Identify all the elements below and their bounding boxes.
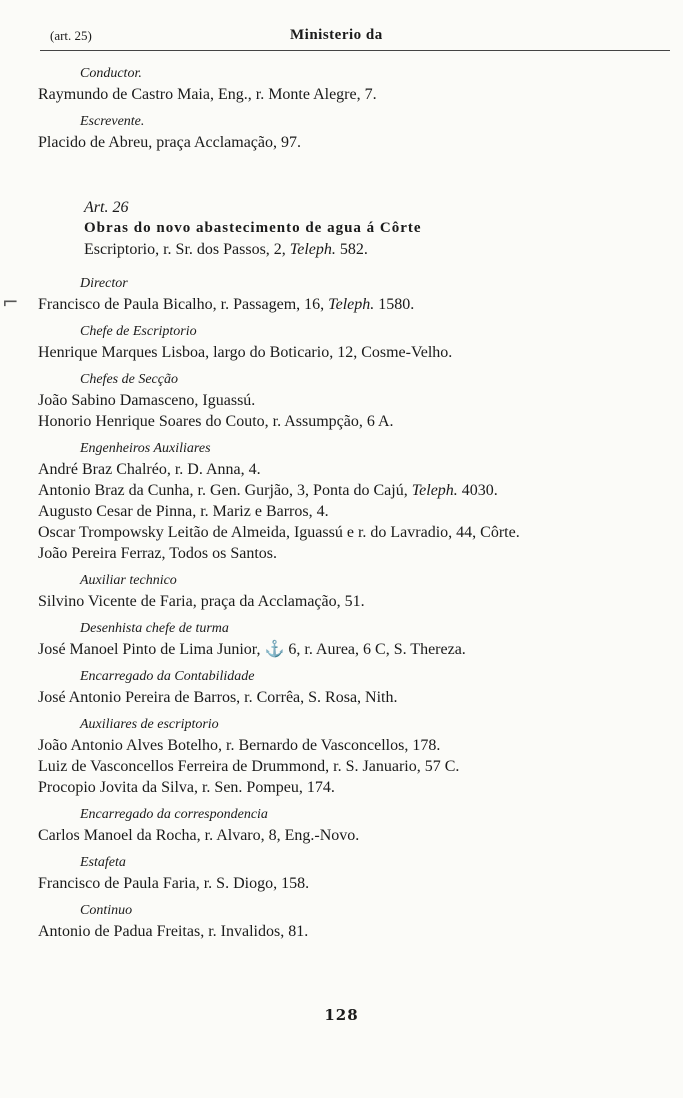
role-title: Encarregado da Contabilidade [80, 669, 255, 684]
entry-line: Honorio Henrique Soares do Couto, r. Assumpção, 6 A. [38, 413, 394, 430]
role-title: Chefes de Secção [80, 372, 178, 387]
entry-line: Antonio Braz da Cunha, r. Gen. Gurjão, 3, Ponta do Cajú, Teleph. 4030. [38, 482, 498, 499]
staff-section [38, 901, 668, 942]
staff-section [38, 571, 668, 612]
entry-line: Raymundo de Castro Maia, Eng., r. Monte Alegre, 7. [38, 86, 377, 103]
staff-section [38, 805, 668, 846]
role-title: Continuo [80, 903, 133, 918]
role-title: Engenheiros Auxiliares [80, 441, 211, 456]
staff-section [38, 322, 668, 363]
margin-bracket-mark: ⌐ [2, 290, 19, 314]
entry-line: Procopio Jovita da Silva, r. Sen. Pompeu, 174. [38, 779, 335, 796]
staff-section [38, 439, 668, 564]
role-title: Estafeta [80, 855, 126, 870]
article-title: Obras do novo abastecimento de agua á Côrte [84, 220, 422, 236]
page-footer [0, 1005, 683, 1024]
article-heading [38, 197, 668, 262]
staff-section [38, 667, 668, 708]
entry-line: José Manoel Pinto de Lima Junior, ⚓ 6, r. Aurea, 6 C, S. Thereza. [38, 641, 466, 658]
entry-escrevente [38, 112, 668, 153]
entry-line: José Antonio Pereira de Barros, r. Corrêa, S. Rosa, Nith. [38, 689, 398, 706]
staff-section [38, 619, 668, 660]
staff-section [38, 370, 668, 432]
page-number: 128 [324, 1006, 359, 1024]
page-content [38, 64, 668, 949]
entry-line: João Sabino Damasceno, Iguassú. [38, 392, 256, 409]
page-header [0, 28, 683, 48]
entry-line: Luiz de Vasconcellos Ferreira de Drummond, r. S. Januario, 57 C. [38, 758, 460, 775]
entry-line: Silvino Vicente de Faria, praça da Acclamação, 51. [38, 593, 365, 610]
entry-line: Antonio de Padua Freitas, r. Invalidos, 81. [38, 923, 309, 940]
role-title: Desenhista chefe de turma [80, 621, 229, 636]
entry-line: Placido de Abreu, praça Acclamação, 97. [38, 134, 301, 151]
article-number: Art. 26 [84, 199, 129, 216]
entry-line: João Pereira Ferraz, Todos os Santos. [38, 545, 277, 562]
entry-line: Francisco de Paula Faria, r. S. Diogo, 158. [38, 875, 310, 892]
staff-section [38, 274, 668, 315]
staff-section [38, 715, 668, 798]
running-title: Ministerio da [290, 27, 383, 43]
role-title: Escrevente. [80, 114, 145, 129]
entry-conductor [38, 64, 668, 105]
office-address: Escriptorio, r. Sr. dos Passos, 2, Teleph. 582. [84, 241, 368, 258]
role-title: Auxiliares de escriptorio [80, 717, 219, 732]
entry-line: João Antonio Alves Botelho, r. Bernardo de Vasconcellos, 178. [38, 737, 441, 754]
role-title: Encarregado da correspondencia [80, 807, 268, 822]
role-title: Chefe de Escriptorio [80, 324, 197, 339]
header-rule [40, 50, 670, 51]
entry-line: Oscar Trompowsky Leitão de Almeida, Iguassú e r. do Lavradio, 44, Côrte. [38, 524, 520, 541]
entry-line: Augusto Cesar de Pinna, r. Mariz e Barros, 4. [38, 503, 329, 520]
entry-line: André Braz Chalréo, r. D. Anna, 4. [38, 461, 261, 478]
role-title: Director [80, 276, 128, 291]
entry-line: Henrique Marques Lisboa, largo do Boticario, 12, Cosme-Velho. [38, 344, 453, 361]
staff-sections [38, 274, 668, 942]
staff-section [38, 853, 668, 894]
role-title: Auxiliar technico [80, 573, 177, 588]
article-reference: (art. 25) [50, 28, 92, 43]
entry-line: Carlos Manoel da Rocha, r. Alvaro, 8, Eng.-Novo. [38, 827, 360, 844]
entry-line: Francisco de Paula Bicalho, r. Passagem, 16, Teleph. 1580. [38, 296, 415, 313]
role-title: Conductor. [80, 66, 142, 81]
